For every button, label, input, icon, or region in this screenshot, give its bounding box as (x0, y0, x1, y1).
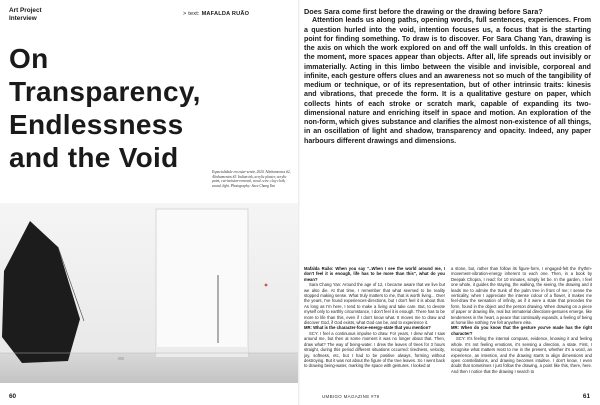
interview-answer: Sara Chang Yan: Around the age of 12, I became aware that we live but we also die. At that time, I remember that what seemed to be reality stopped making sense. What truly matters to me, that is worth living... Over the years, I've found experiences-directions, but I don't feel it is about that. As long as I'm here, I tend to make a living and take care. But, to devote myself only to earthly circumstance, I don't feel it is enough. There has to be more to life than this, even if I don't know what. It moves me to draw and discover God, if God exists, what God can be, and to experience it. (304, 282, 445, 326)
text-column-1 (304, 266, 445, 386)
title-line-4: and the Void (9, 142, 179, 173)
red-dot-mark (265, 284, 268, 287)
byline-prefix: > text: (183, 11, 200, 17)
right-page (300, 0, 600, 405)
text-column-2 (451, 266, 592, 386)
section-label (9, 7, 42, 22)
lead-answer: Attention leads us along paths, opening words, full sentences, experiences. From a question hurled into the void, intention focuses us, a focus that is the starting point for finding something. To draw is to discover. For Sara Chang Yan, drawing is the axis on which the work explored on and off the wall unfolds. In this creation of the moment, more spaces appear than objects. After all, life spreads out invisibly or immaterially. Acting in this limbo between the visible and invisible, corporeal and infinite, each gesture offers clues and an awareness not so much of the tangibility of medium or technique, or of its representation, but of other intrinsic traits: kinesis and vibrations, that precede the form. It is a qualitative gesture on paper, which collects hints of each stroke or scratch mark, capable of expanding its two-dimensional nature and enriching itself in space and motion. An exploration of the non-form, which gives substance and clarifies the almost non-existence of all things, in an oscillation of light and shadow, transparency and opacity. Indeed, any paper harbours different drawings and dimensions. (304, 16, 591, 145)
section-label-line-1: Art Project (9, 7, 42, 14)
photo-caption: Espacialidade em estar-sentir, 2020. Alinhamentos #2, Alinhamentos #3. Indian ink, acrylic plaster, acrylic paint, cut-incision-removal, wood, wire, clay cloth, sound, light. Photography: Sara Chang Yan (212, 170, 291, 188)
panel-base (156, 347, 248, 357)
lead-question: Does Sara come first before the drawing or the drawing before Sara? (304, 7, 543, 16)
interview-question: Mafalda Ruão: When you say "..When I see the world around me, I don't feel it is enough, life has to be more than this", what do you mean? (304, 266, 445, 282)
interview-answer: SCY: It's feeling the internal compass, evidence, knowing it and feeling whole. It's not feeling emotions, it's sensing a direction, a state. First, I recognise what matters most to me in the present, whether it's a word, an experience, an intention, and the drawing starts to align dimensions and open constellations, and drawing becomes intuitive. I don't know, I even doubt that sometimes I just follow the drawing, a point like this, there, here. And then I notice that the drawing I search to (451, 336, 592, 374)
page-number-right: 61 (582, 393, 590, 400)
interview-answer: SCY: I feel a continuous impulse to draw. For years, I drew what I saw around me, but then at some moment it was no longer about that. Then, draw what? The way of being-water. I drew the leaves of trees for 3 hours straight, during this period different situations occurred: tiredness, velocity, joy, softness, etc, but I had to be positive always, forming without destroying. But it was not about the figure of the tree leaves. So I went back to drawing being-water, marking the space with gestures. I looked at (304, 330, 445, 369)
title-line-1: On (9, 43, 49, 74)
interview-question: MR: What is the character-force-energy-state that you mention? (304, 325, 431, 331)
floor-object (118, 357, 124, 360)
byline (183, 11, 249, 17)
title-line-3: Endlessness (9, 109, 184, 140)
interview-question: MR: When do you know that the gesture you've made has the right character? (451, 325, 592, 336)
gallery-photo (0, 203, 300, 383)
black-shape-sculpture (2, 221, 80, 363)
byline-author: MAFALDA RUÃO (201, 11, 250, 17)
section-label-line-2: Interview (9, 14, 37, 22)
article-title (9, 42, 209, 174)
title-line-2: Transparency, (9, 76, 201, 107)
installation-artwork (0, 203, 300, 383)
interview-answer: a stone, but, rather than follow its figure-form, I engaged-felt the rhythm-movement-vibration-energy inherent to each one. Then, in a book by Deepak Chopra, I read: for 10 minutes, simply let be. In the garden, I feel one whole, it guides the staying, the walking, the seeing, the drawing and it leads me to admire the trunk of the palm tree in front of me; I sense the verticality, when I appreciate the intense colour of a flower, it makes me feel-draw the sensation of infinity, as if it were a state that precedes the form, found in the object and the person drawing. When drawing on a piece of paper or drawing life, real but immaterial directions-gestures emerge, like tenderness in the heart, a peace that continually expands, a feeling of being at home like nothing I've felt anywhere else. (451, 266, 592, 326)
white-wall-panel (156, 209, 248, 357)
page-number-left: 60 (9, 393, 17, 400)
magazine-footer: UMBIGO MAGAZINE #79 (322, 394, 380, 399)
lead-paragraph (304, 7, 591, 146)
